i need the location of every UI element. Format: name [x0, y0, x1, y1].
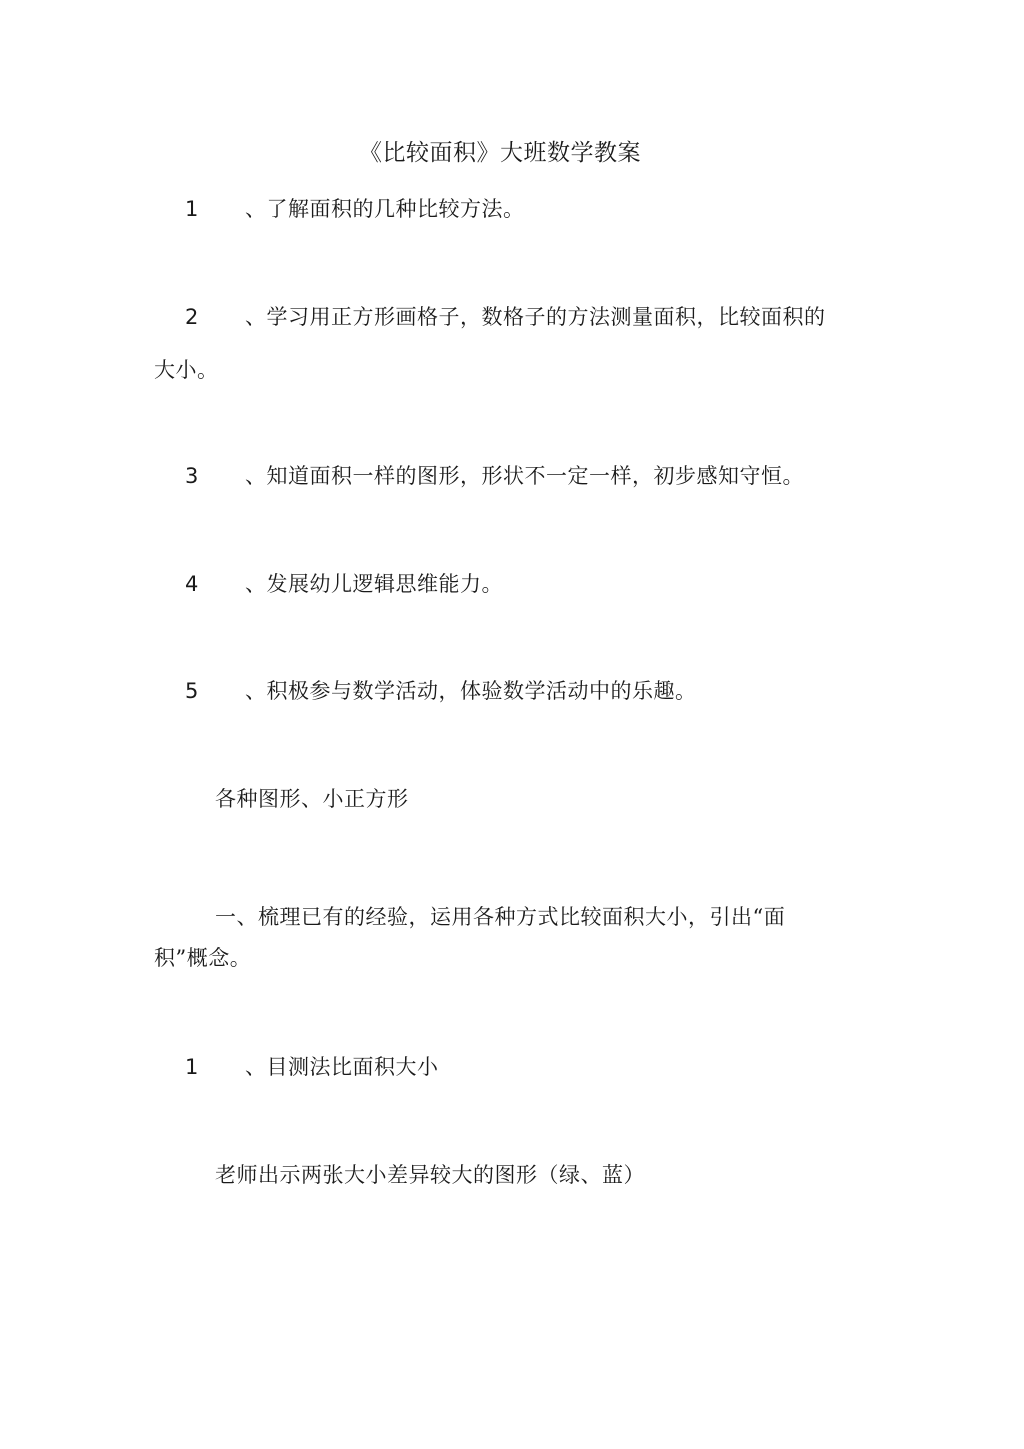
goal-text: 、学习用正方形画格子，数格子的方法测量面积，比较面积的 [245, 305, 826, 329]
goal-number: 4 [185, 572, 199, 596]
document-title: 《比较面积》大班数学教案 [359, 140, 641, 166]
goal-continuation: 大小。 [154, 358, 219, 382]
step-text: 、目测法比面积大小 [245, 1055, 439, 1079]
step-detail-text: 老师出示两张大小差异较大的图形（绿、蓝） [215, 1163, 645, 1187]
step-item [185, 1054, 439, 1080]
goal-item [185, 304, 826, 330]
goal-text: 、了解面积的几种比较方法。 [245, 197, 525, 221]
section-heading-line1: 一、梳理已有的经验，运用各种方式比较面积大小，引出“面 [215, 905, 786, 929]
goal-number: 2 [185, 305, 199, 329]
goal-number: 1 [185, 197, 199, 221]
goal-text: 、发展幼儿逻辑思维能力。 [245, 572, 503, 596]
goal-item [185, 463, 804, 489]
section-heading-line2: 积”概念。 [154, 946, 252, 970]
goal-item [185, 196, 525, 222]
goal-item [185, 678, 697, 704]
goal-item [185, 571, 503, 597]
materials-text: 各种图形、小正方形 [215, 787, 409, 811]
goal-text: 、知道面积一样的图形，形状不一定一样，初步感知守恒。 [245, 464, 804, 488]
goal-number: 5 [185, 679, 199, 703]
goal-number: 3 [185, 464, 199, 488]
goal-text: 、积极参与数学活动，体验数学活动中的乐趣。 [245, 679, 697, 703]
step-number: 1 [185, 1055, 199, 1079]
